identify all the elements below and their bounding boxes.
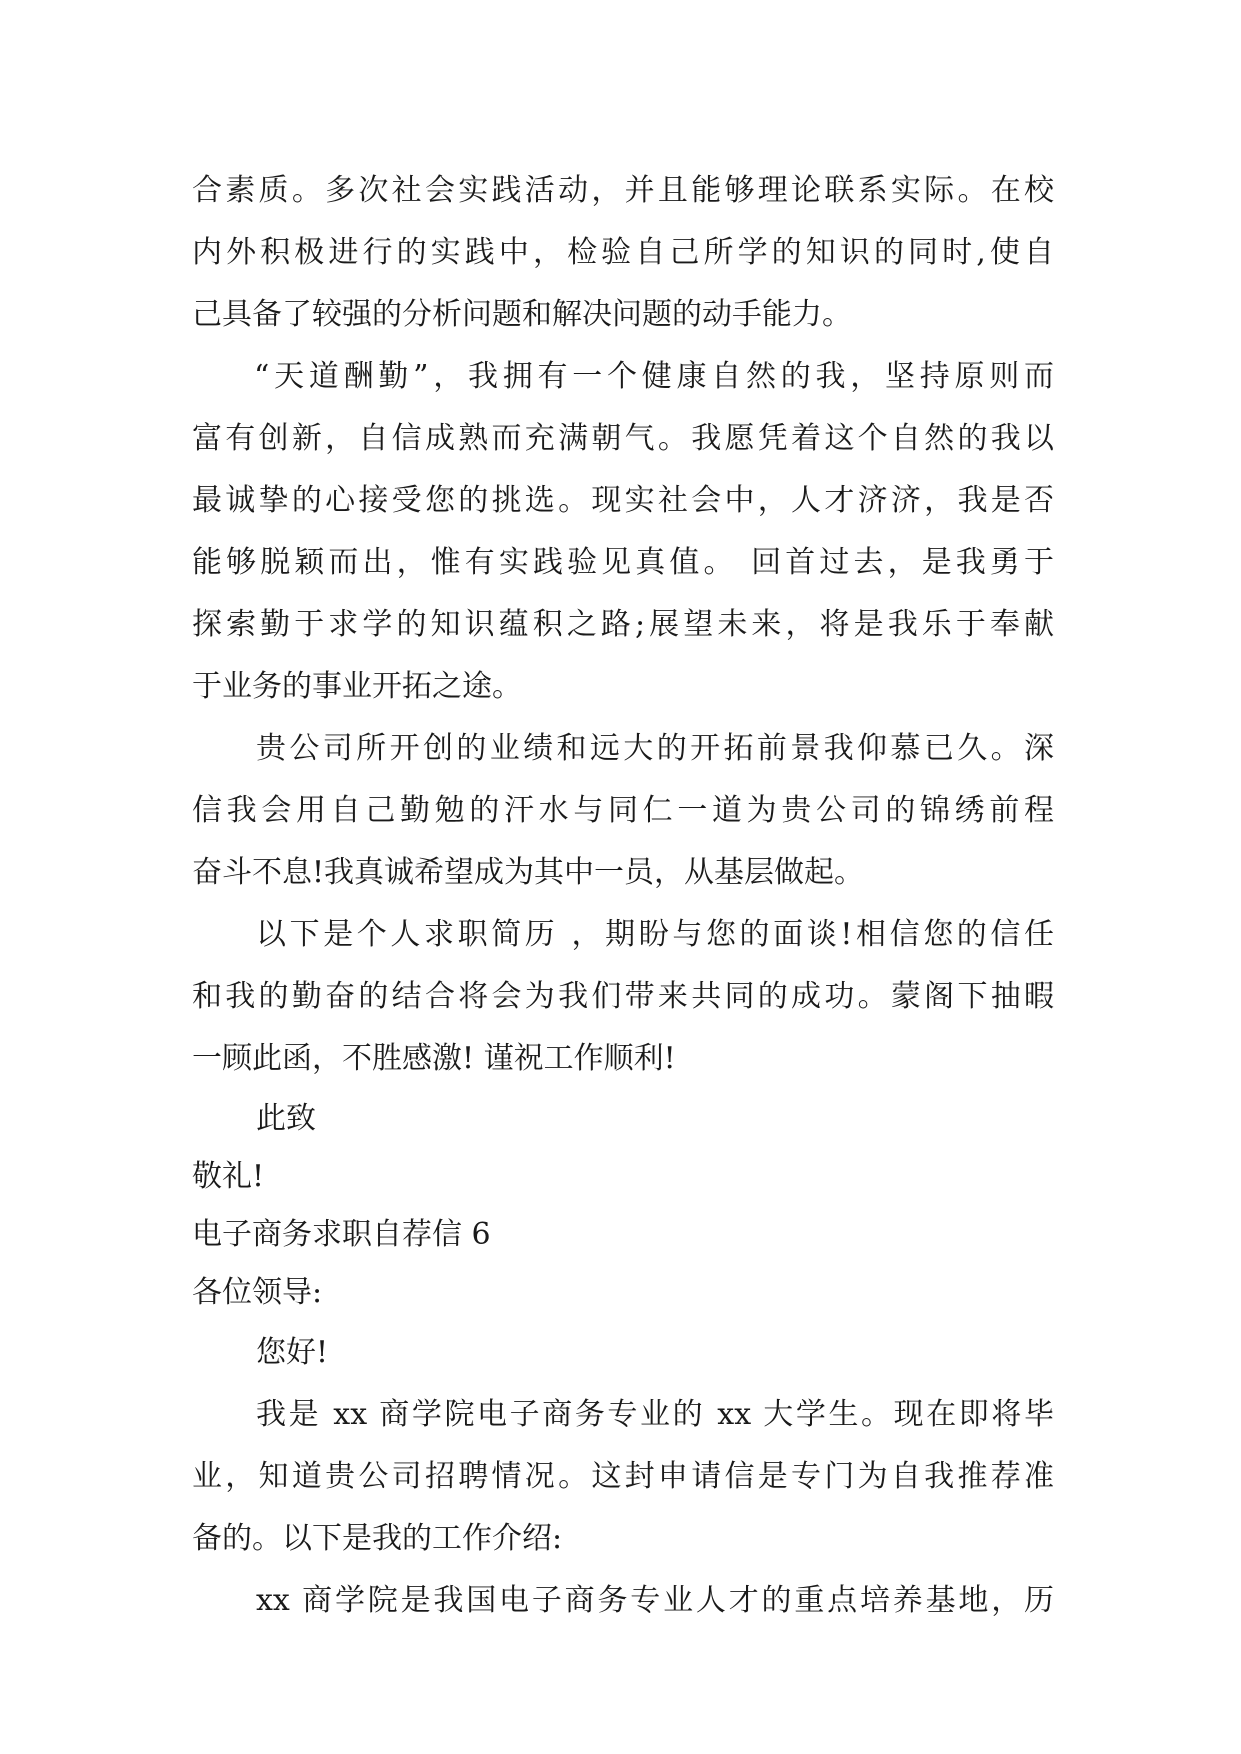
text-line: 和我的勤奋的结合将会为我们带来共同的成功。蒙阁下抽暇 [192, 979, 1054, 1014]
text-line: 己具备了较强的分析问题和解决问题的动手能力。 [192, 297, 852, 332]
text-line: 以下是个人求职简历 ，期盼与您的面谈!相信您的信任 [256, 917, 1054, 952]
text-line: 能够脱颖而出，惟有实践验见真值。 回首过去，是我勇于 [192, 545, 1054, 580]
text-line: 信我会用自己勤勉的汗水与同仁一道为贵公司的锦绣前程 [192, 793, 1054, 828]
closing-line: 敬礼! [192, 1159, 265, 1194]
text-line: 一顾此函，不胜感激! 谨祝工作顺利! [192, 1041, 676, 1076]
text-line: 内外积极进行的实践中，检验自己所学的知识的同时,使自 [192, 235, 1054, 270]
closing-line: 此致 [256, 1101, 316, 1136]
document-body [192, 160, 1054, 1632]
text-line: 合素质。多次社会实践活动，并且能够理论联系实际。在校 [192, 173, 1054, 208]
text-line: 贵公司所开创的业绩和远大的开拓前景我仰慕已久。深 [256, 731, 1054, 766]
text-line: 奋斗不息!我真诚希望成为其中一员，从基层做起。 [192, 855, 865, 890]
text-line: xx 商学院是我国电子商务专业人才的重点培养基地，历 [256, 1583, 1054, 1618]
text-line: “天道酬勤”，我拥有一个健康自然的我，坚持原则而 [254, 359, 1054, 394]
text-line: 富有创新，自信成熟而充满朝气。我愿凭着这个自然的我以 [192, 421, 1054, 456]
text-line: 最诚挚的心接受您的挑选。现实社会中，人才济济，我是否 [192, 483, 1054, 518]
section-title: 电子商务求职自荐信 6 [192, 1217, 491, 1252]
text-line: 业，知道贵公司招聘情况。这封申请信是专门为自我推荐准 [192, 1459, 1054, 1494]
text-line: 备的。以下是我的工作介绍: [192, 1521, 563, 1556]
text-line: 于业务的事业开拓之途。 [192, 669, 522, 704]
text-line: 我是 xx 商学院电子商务专业的 xx 大学生。现在即将毕 [256, 1397, 1054, 1432]
text-line: 探索勤于求学的知识蕴积之路;展望未来，将是我乐于奉献 [192, 607, 1054, 642]
greeting: 您好! [256, 1335, 329, 1370]
salutation: 各位领导: [192, 1275, 323, 1310]
